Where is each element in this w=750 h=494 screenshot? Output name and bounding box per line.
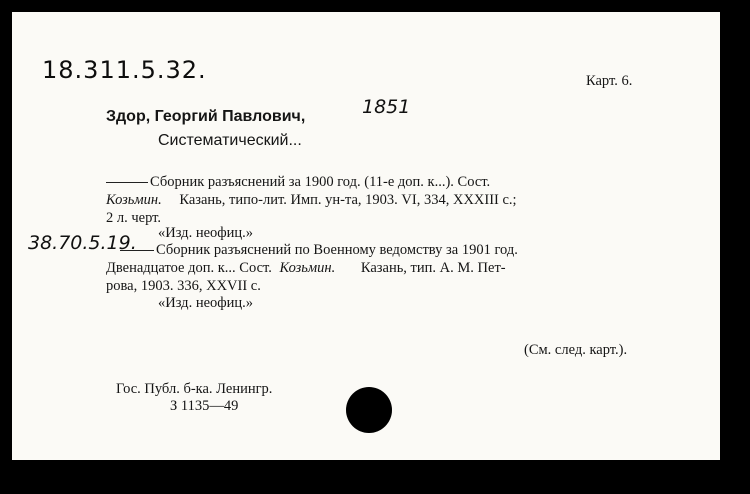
- entry1-line3: 2 л. черт.: [106, 210, 162, 226]
- entry2-line1: [120, 243, 518, 258]
- entry2-compiler: Козьмин.: [279, 260, 336, 276]
- subject-heading: Систематический...: [158, 132, 302, 149]
- punch-hole: [346, 387, 392, 433]
- library-name: Гос. Публ. б-ка. Ленингр.: [116, 381, 273, 397]
- library-code: З 1135—49: [170, 398, 239, 414]
- repeat-dash: [106, 182, 148, 183]
- continued-note: (См. след. карт.).: [524, 342, 628, 358]
- author-year: 1851: [362, 96, 411, 118]
- entry2-line3: рова, 1903. 336, XXVII с.: [106, 278, 261, 294]
- card-number: Карт. 6.: [586, 73, 633, 89]
- shelfmark-side: 38.70.5.19.: [28, 232, 137, 254]
- entry1-compiler: Козьмин.: [106, 192, 162, 208]
- entry1-imprint: Казань, типо-лит. Имп. ун-та, 1903. VI, 334, XXXIII с.;: [179, 192, 517, 208]
- entry2-title: Сборник разъяснений по Военному ведомству за 1901 год.: [156, 242, 518, 258]
- entry2-line2: [106, 261, 506, 276]
- entry1-line1: [106, 175, 490, 190]
- entry1-note: «Изд. неофиц.»: [158, 225, 254, 241]
- entry2-note: «Изд. неофиц.»: [158, 295, 254, 311]
- repeat-dash: [120, 250, 154, 251]
- entry2-edition: Двенадцатое доп. к... Сост.: [106, 260, 272, 276]
- catalog-card: [12, 12, 720, 460]
- shelfmark-top: 18.311.5.32.: [42, 56, 207, 84]
- entry1-line2: [106, 193, 517, 208]
- entry2-imprint: Казань, тип. А. М. Пет-: [360, 260, 506, 276]
- entry1-title: Сборник разъяснений за 1900 год. (11-е доп. к...). Сост.: [150, 174, 491, 190]
- author-name: [106, 109, 305, 125]
- author-name-text: Здор, Георгий Павлович,: [106, 108, 306, 125]
